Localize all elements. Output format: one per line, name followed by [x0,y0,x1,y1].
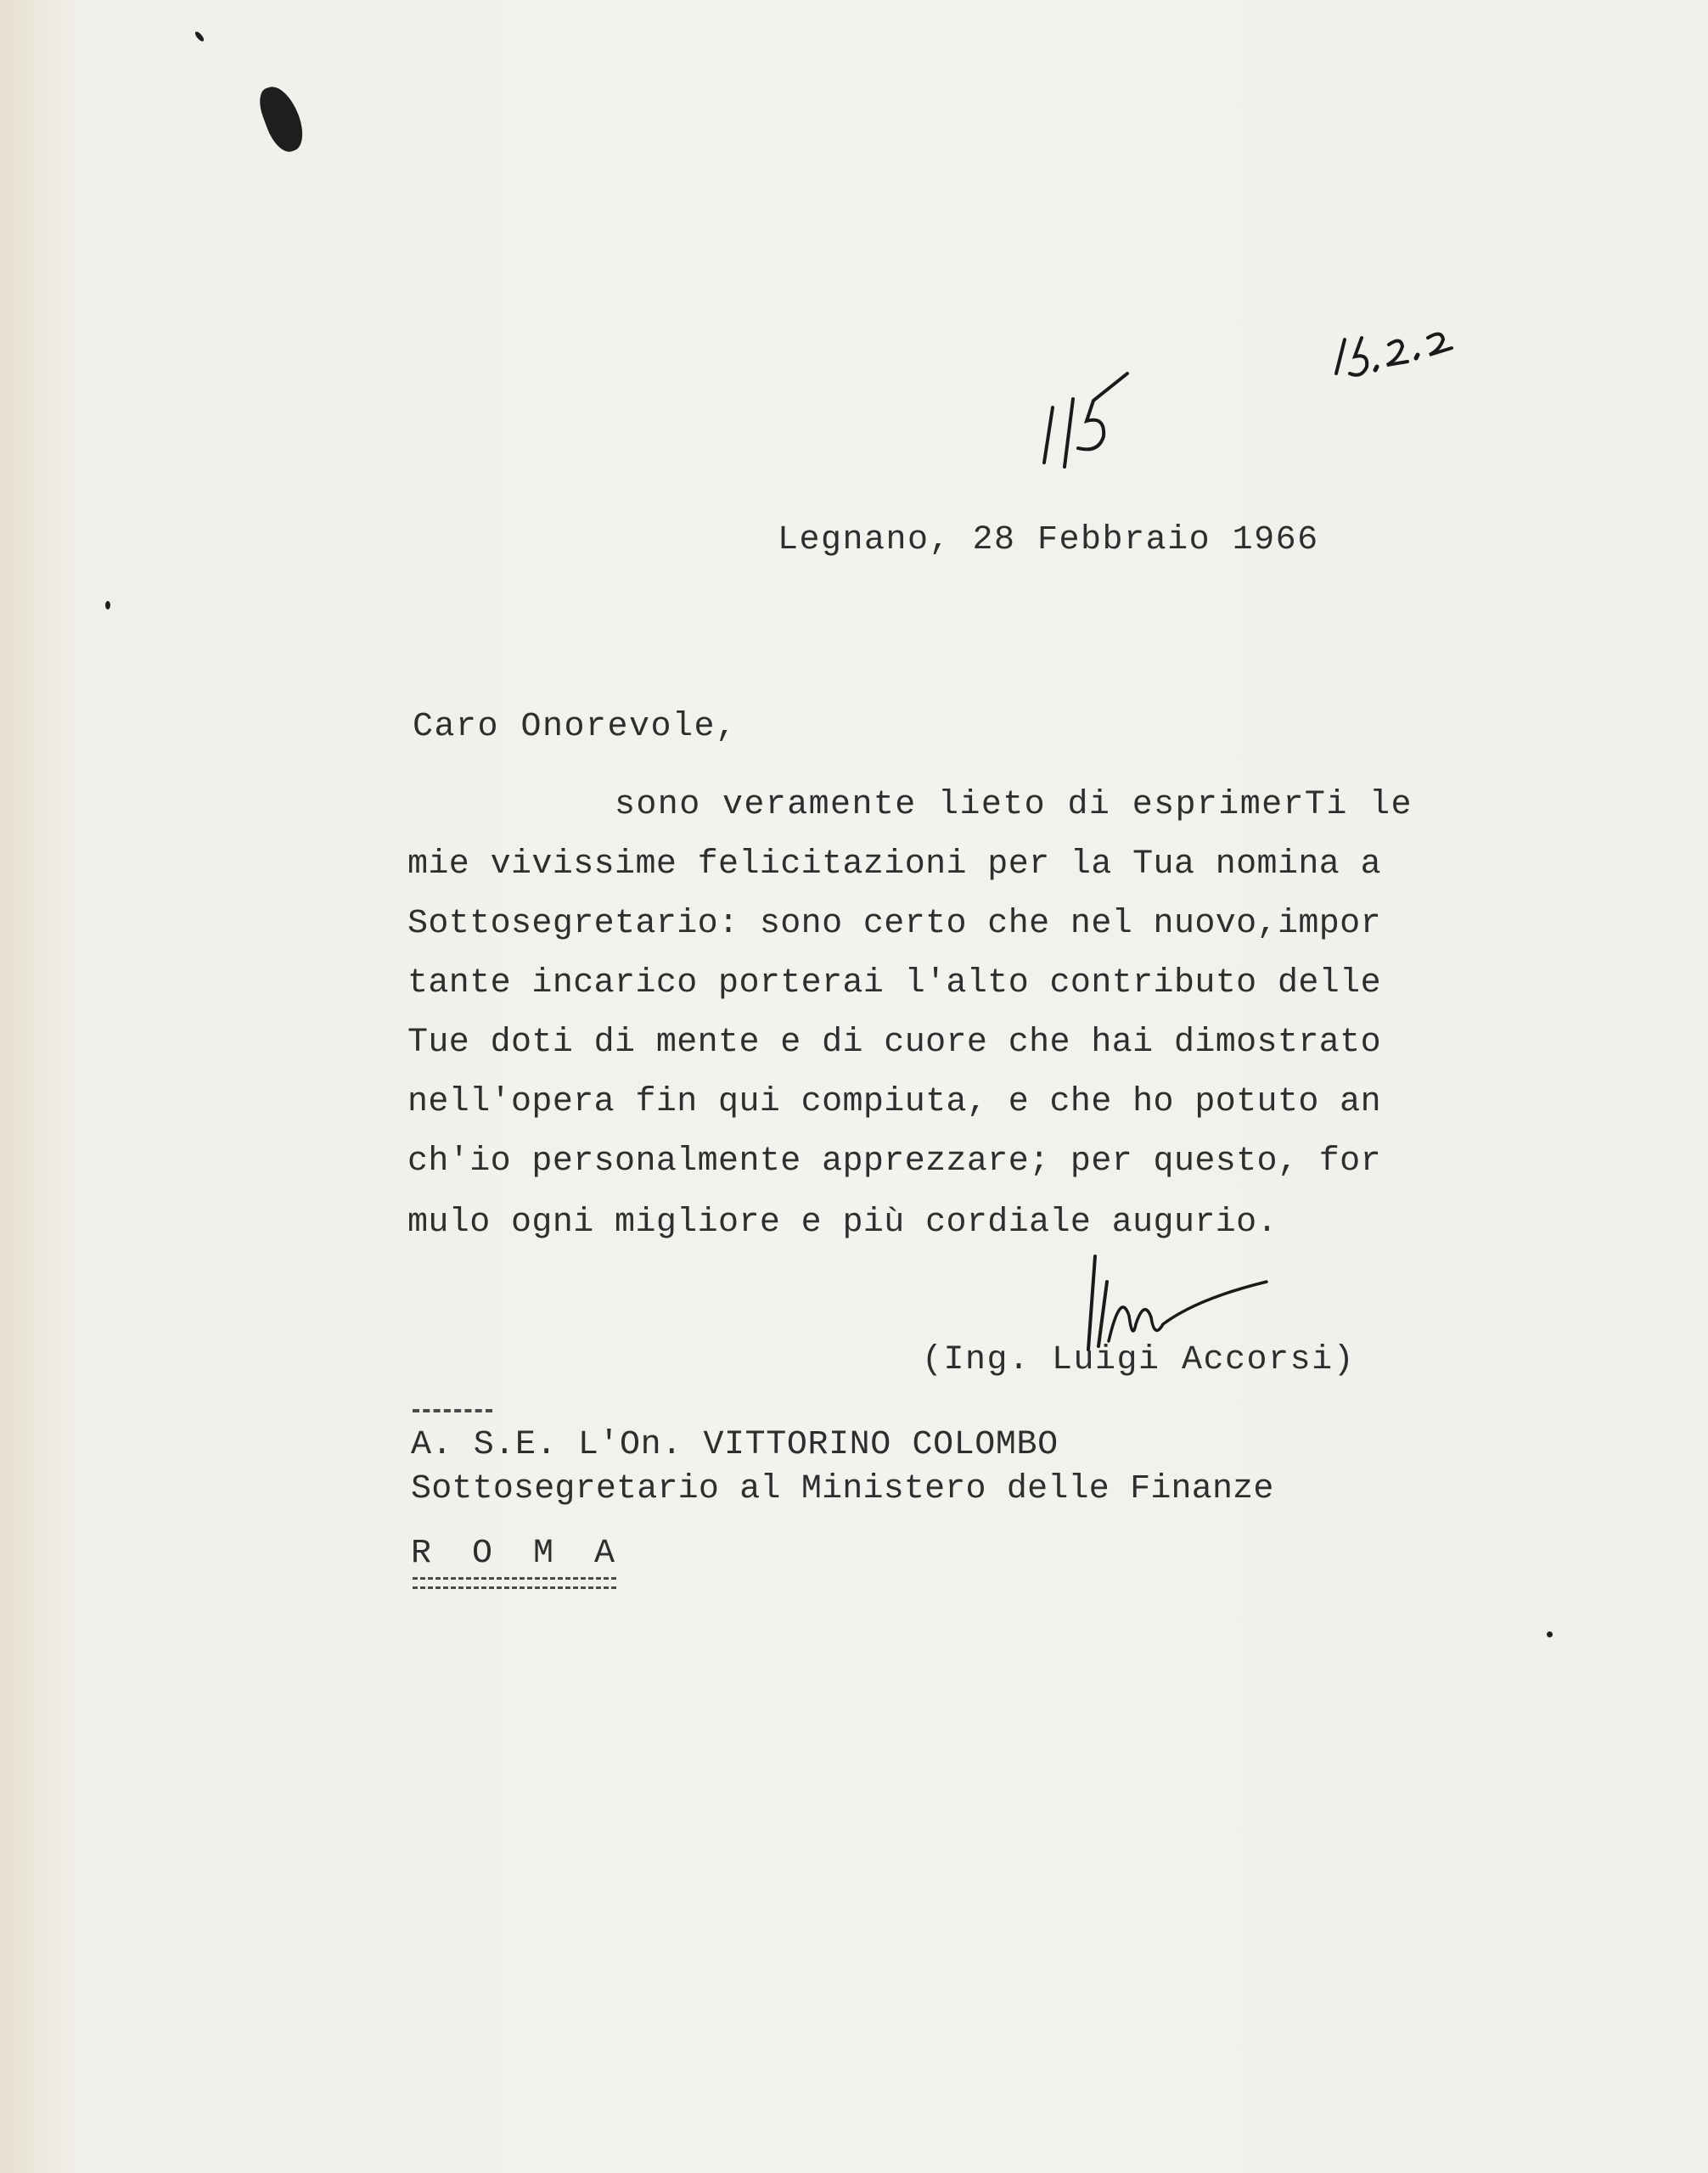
body-line-4: tante incarico porterai l'alto contributo delle [407,964,1381,1002]
divider [413,1409,492,1412]
signature [1070,1239,1282,1358]
ink-mark [255,81,310,157]
salutation: Caro Onorevole, [413,708,738,746]
ink-dot [105,601,110,609]
handwritten-top-annotation [1324,314,1528,390]
body-line-8: mulo ogni migliore e più cordiale augurio. [407,1204,1278,1242]
body-line-2: mie vivissime felicitazioni per la Tua nomina a [407,845,1381,884]
recipient-city: R O M A [411,1535,626,1573]
handwritten-number [1027,365,1138,475]
date-line: Legnano, 28 Febbraio 1966 [778,521,1319,559]
body-line-6: nell'opera fin qui compiuta, e che ho potuto an [407,1083,1381,1121]
body-line-7: ch'io personalmente apprezzare; per questo, for [407,1143,1381,1181]
body-line-1: sono veramente lieto di esprimerTi le [615,786,1413,824]
ink-dot [1547,1631,1553,1637]
signature-name: (Ing. Luigi Accorsi) [922,1341,1356,1379]
recipient-line-1: A. S.E. L'On. VITTORINO COLOMBO [411,1426,1059,1464]
body-line-5: Tue doti di mente e di cuore che hai dimostrato [407,1024,1381,1062]
city-underline [413,1577,616,1589]
recipient-line-2: Sottosegretario al Ministero delle Finanze [411,1470,1274,1508]
body-line-3: Sottosegretario: sono certo che nel nuovo,impor [407,905,1381,943]
ink-dot [194,31,205,43]
